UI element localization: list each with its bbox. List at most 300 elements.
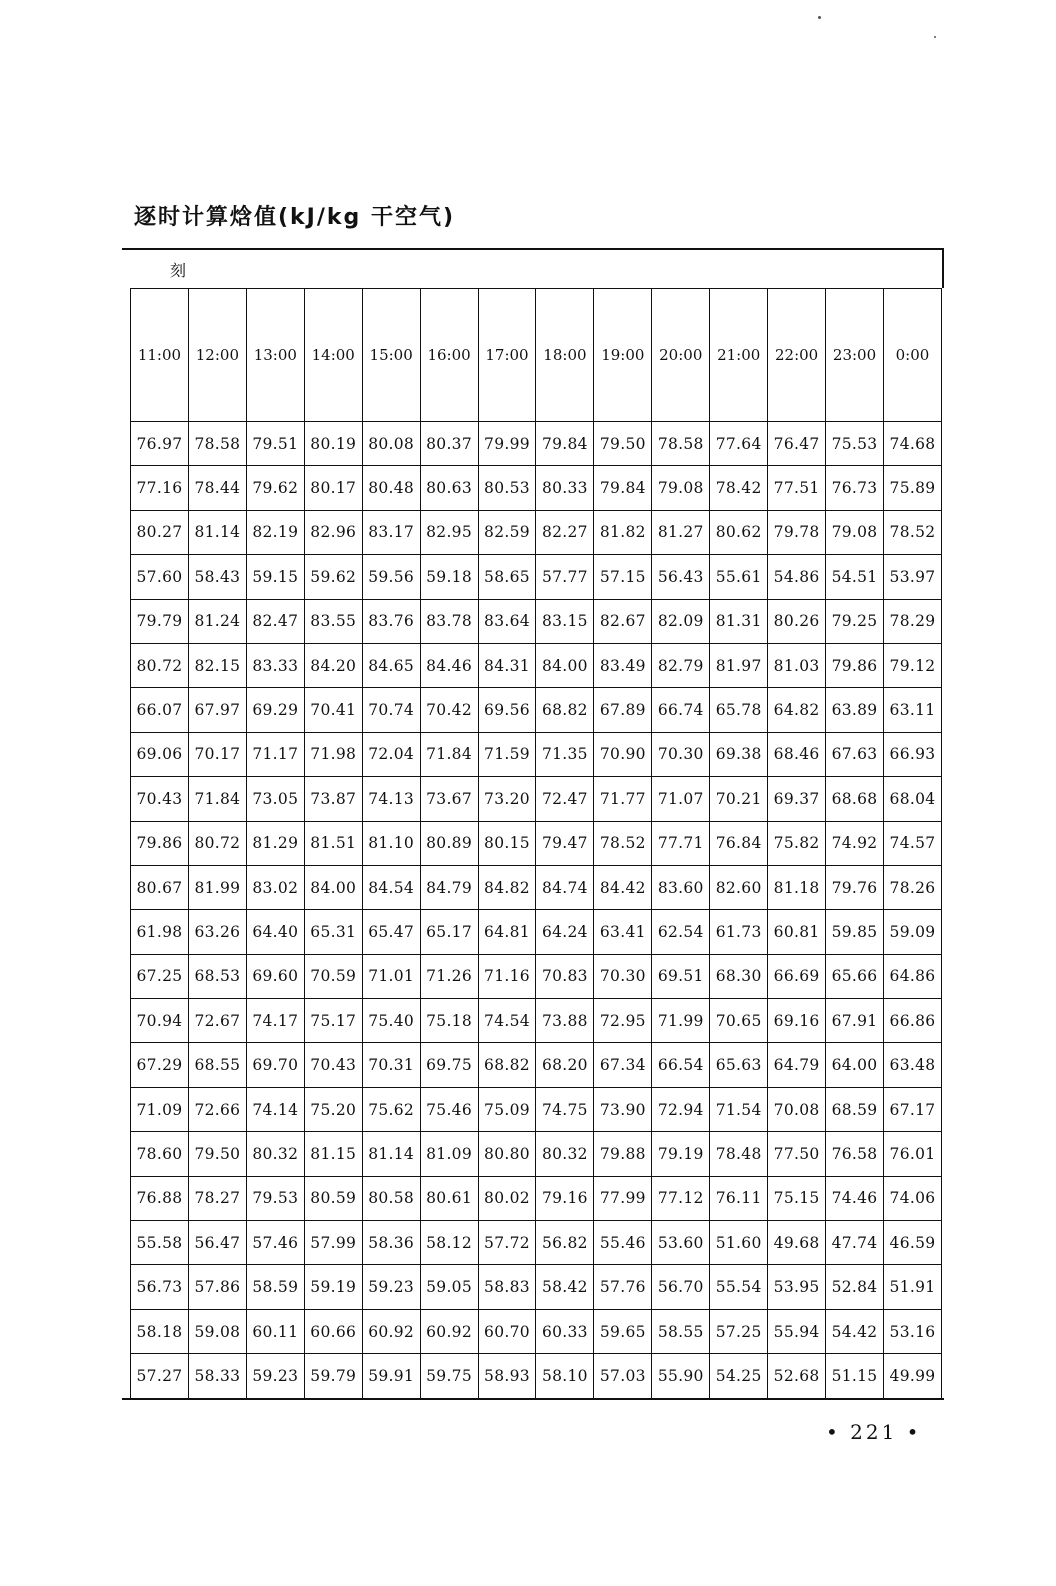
table-cell: 69.38 [710, 732, 768, 776]
table-cell: 67.63 [826, 732, 884, 776]
table-cell: 64.24 [536, 910, 594, 954]
table-cell: 60.33 [536, 1309, 594, 1353]
table-cell: 68.53 [188, 954, 246, 998]
table-cell: 59.85 [826, 910, 884, 954]
table-cell: 83.17 [362, 510, 420, 554]
table-cell: 82.27 [536, 510, 594, 554]
table-cell: 79.78 [768, 510, 826, 554]
table-cell: 72.66 [188, 1087, 246, 1131]
table-row [131, 643, 942, 687]
table-cell: 78.52 [594, 821, 652, 865]
table-row [131, 688, 942, 732]
table-cell: 76.01 [883, 1132, 941, 1176]
table-cell: 79.76 [826, 865, 884, 909]
table-cell: 54.51 [826, 555, 884, 599]
table-cell: 81.14 [362, 1132, 420, 1176]
table-cell: 56.82 [536, 1221, 594, 1265]
table-cell: 70.30 [652, 732, 710, 776]
table-cell: 59.08 [188, 1309, 246, 1353]
table-cell: 66.74 [652, 688, 710, 732]
table-cell: 71.09 [131, 1087, 189, 1131]
table-cell: 83.15 [536, 599, 594, 643]
table-cell: 63.26 [188, 910, 246, 954]
table-cell: 64.40 [246, 910, 304, 954]
table-cell: 68.82 [536, 688, 594, 732]
table-cell: 64.00 [826, 1043, 884, 1087]
scan-speck [818, 16, 821, 19]
table-cell: 59.09 [883, 910, 941, 954]
table-cell: 82.96 [304, 510, 362, 554]
table-cell: 58.93 [478, 1354, 536, 1398]
table-cell: 57.46 [246, 1221, 304, 1265]
scan-speck [934, 36, 936, 38]
table-row [131, 599, 942, 643]
header-label: 刻 [170, 261, 187, 280]
table-cell: 58.10 [536, 1354, 594, 1398]
column-header: 11:00 [131, 289, 189, 422]
table-cell: 84.42 [594, 865, 652, 909]
table-cell: 76.73 [826, 466, 884, 510]
table-cell: 70.43 [304, 1043, 362, 1087]
table-cell: 79.84 [536, 422, 594, 466]
column-header: 12:00 [188, 289, 246, 422]
table-cell: 69.56 [478, 688, 536, 732]
table-cell: 80.32 [536, 1132, 594, 1176]
table-row [131, 1043, 942, 1087]
table-cell: 68.20 [536, 1043, 594, 1087]
table-cell: 84.46 [420, 643, 478, 687]
table-cell: 83.49 [594, 643, 652, 687]
table-cell: 66.54 [652, 1043, 710, 1087]
table-cell: 79.62 [246, 466, 304, 510]
table-cell: 60.70 [478, 1309, 536, 1353]
table-cell: 62.54 [652, 910, 710, 954]
table-cell: 81.09 [420, 1132, 478, 1176]
table-cell: 70.59 [304, 954, 362, 998]
table-cell: 60.66 [304, 1309, 362, 1353]
table-cell: 58.42 [536, 1265, 594, 1309]
table-cell: 79.84 [594, 466, 652, 510]
table-cell: 60.81 [768, 910, 826, 954]
column-header: 23:00 [826, 289, 884, 422]
table-cell: 74.54 [478, 999, 536, 1043]
table-cell: 54.86 [768, 555, 826, 599]
table-cell: 55.46 [594, 1221, 652, 1265]
table-cell: 64.82 [768, 688, 826, 732]
table-cell: 52.84 [826, 1265, 884, 1309]
table-row [131, 777, 942, 821]
table-cell: 59.65 [594, 1309, 652, 1353]
table-cell: 49.68 [768, 1221, 826, 1265]
column-header: 20:00 [652, 289, 710, 422]
table-cell: 58.12 [420, 1221, 478, 1265]
table-cell: 81.18 [768, 865, 826, 909]
table-cell: 79.51 [246, 422, 304, 466]
table-cell: 82.60 [710, 865, 768, 909]
table-cell: 59.19 [304, 1265, 362, 1309]
table-cell: 60.92 [362, 1309, 420, 1353]
column-header: 0:00 [883, 289, 941, 422]
table-cell: 71.17 [246, 732, 304, 776]
table-cell: 69.29 [246, 688, 304, 732]
table-cell: 59.05 [420, 1265, 478, 1309]
table-cell: 54.25 [710, 1354, 768, 1398]
table-cell: 78.52 [883, 510, 941, 554]
table-cell: 58.43 [188, 555, 246, 599]
table-cell: 73.87 [304, 777, 362, 821]
table-cell: 63.48 [883, 1043, 941, 1087]
table-cell: 80.80 [478, 1132, 536, 1176]
table-cell: 57.99 [304, 1221, 362, 1265]
table-cell: 71.01 [362, 954, 420, 998]
table-cell: 79.12 [883, 643, 941, 687]
table-cell: 67.34 [594, 1043, 652, 1087]
table-cell: 57.72 [478, 1221, 536, 1265]
table-cell: 65.63 [710, 1043, 768, 1087]
table-cell: 56.43 [652, 555, 710, 599]
table-cell: 69.51 [652, 954, 710, 998]
table-cell: 76.58 [826, 1132, 884, 1176]
table-cell: 78.29 [883, 599, 941, 643]
table-cell: 73.20 [478, 777, 536, 821]
table-cell: 53.95 [768, 1265, 826, 1309]
table-cell: 70.90 [594, 732, 652, 776]
table-cell: 59.23 [246, 1354, 304, 1398]
column-header: 19:00 [594, 289, 652, 422]
table-cell: 57.86 [188, 1265, 246, 1309]
table-cell: 55.90 [652, 1354, 710, 1398]
table-cell: 80.26 [768, 599, 826, 643]
table-cell: 71.77 [594, 777, 652, 821]
table-cell: 58.55 [652, 1309, 710, 1353]
table-cell: 74.75 [536, 1087, 594, 1131]
table-cell: 56.73 [131, 1265, 189, 1309]
column-header: 17:00 [478, 289, 536, 422]
table-cell: 72.94 [652, 1087, 710, 1131]
time-header-row [131, 289, 942, 422]
table-cell: 67.29 [131, 1043, 189, 1087]
table-row [131, 1132, 942, 1176]
table-cell: 75.09 [478, 1087, 536, 1131]
table-cell: 61.98 [131, 910, 189, 954]
table-cell: 77.51 [768, 466, 826, 510]
column-header: 14:00 [304, 289, 362, 422]
table-cell: 77.12 [652, 1176, 710, 1220]
table-row [131, 1265, 942, 1309]
header-strip [122, 250, 944, 288]
table-cell: 55.61 [710, 555, 768, 599]
table-cell: 75.82 [768, 821, 826, 865]
table-cell: 71.84 [188, 777, 246, 821]
table-cell: 70.08 [768, 1087, 826, 1131]
table-cell: 80.27 [131, 510, 189, 554]
table-cell: 82.67 [594, 599, 652, 643]
table-cell: 74.17 [246, 999, 304, 1043]
table-cell: 66.69 [768, 954, 826, 998]
table-cell: 74.13 [362, 777, 420, 821]
table-cell: 75.18 [420, 999, 478, 1043]
table-cell: 60.11 [246, 1309, 304, 1353]
table-cell: 68.82 [478, 1043, 536, 1087]
table-cell: 53.16 [883, 1309, 941, 1353]
table-cell: 80.19 [304, 422, 362, 466]
table-cell: 46.59 [883, 1221, 941, 1265]
table-cell: 79.86 [131, 821, 189, 865]
table-cell: 63.89 [826, 688, 884, 732]
table-cell: 59.79 [304, 1354, 362, 1398]
table-cell: 81.82 [594, 510, 652, 554]
table-row [131, 1309, 942, 1353]
table-cell: 84.31 [478, 643, 536, 687]
table-cell: 51.91 [883, 1265, 941, 1309]
table-cell: 79.47 [536, 821, 594, 865]
table-cell: 70.83 [536, 954, 594, 998]
table-cell: 79.08 [652, 466, 710, 510]
table-cell: 80.17 [304, 466, 362, 510]
table-cell: 78.27 [188, 1176, 246, 1220]
table-cell: 51.60 [710, 1221, 768, 1265]
table-cell: 81.14 [188, 510, 246, 554]
table-cell: 84.00 [304, 865, 362, 909]
table-cell: 66.07 [131, 688, 189, 732]
table-cell: 70.42 [420, 688, 478, 732]
table-cell: 69.16 [768, 999, 826, 1043]
table-cell: 80.02 [478, 1176, 536, 1220]
table-cell: 81.51 [304, 821, 362, 865]
table-cell: 70.17 [188, 732, 246, 776]
table-cell: 73.88 [536, 999, 594, 1043]
table-cell: 71.16 [478, 954, 536, 998]
table-cell: 58.18 [131, 1309, 189, 1353]
table-row [131, 954, 942, 998]
table-cell: 79.99 [478, 422, 536, 466]
table-cell: 55.94 [768, 1309, 826, 1353]
table-cell: 56.47 [188, 1221, 246, 1265]
table-cell: 79.16 [536, 1176, 594, 1220]
table-cell: 78.58 [652, 422, 710, 466]
table-cell: 65.47 [362, 910, 420, 954]
column-header: 22:00 [768, 289, 826, 422]
table-cell: 64.86 [883, 954, 941, 998]
table-cell: 80.72 [188, 821, 246, 865]
table-body [131, 422, 942, 1399]
enthalpy-table [130, 288, 942, 1399]
table-cell: 84.65 [362, 643, 420, 687]
table-cell: 80.08 [362, 422, 420, 466]
table-cell: 75.89 [883, 466, 941, 510]
table-cell: 74.57 [883, 821, 941, 865]
table-cell: 57.03 [594, 1354, 652, 1398]
table-cell: 67.91 [826, 999, 884, 1043]
table-cell: 83.55 [304, 599, 362, 643]
bottom-rule [122, 1398, 944, 1400]
table-cell: 51.15 [826, 1354, 884, 1398]
table-title: 逐时计算焓值(kJ/kg 干空气) [134, 205, 455, 230]
table-cell: 59.15 [246, 555, 304, 599]
table-row [131, 1087, 942, 1131]
table-cell: 59.75 [420, 1354, 478, 1398]
table-cell: 83.76 [362, 599, 420, 643]
table-cell: 67.97 [188, 688, 246, 732]
table-cell: 57.76 [594, 1265, 652, 1309]
table-cell: 81.31 [710, 599, 768, 643]
table-cell: 63.41 [594, 910, 652, 954]
table-cell: 65.17 [420, 910, 478, 954]
table-cell: 75.46 [420, 1087, 478, 1131]
table-row [131, 821, 942, 865]
table-cell: 68.46 [768, 732, 826, 776]
table-cell: 84.82 [478, 865, 536, 909]
table-cell: 65.31 [304, 910, 362, 954]
table-cell: 77.64 [710, 422, 768, 466]
table-cell: 73.67 [420, 777, 478, 821]
table-cell: 83.60 [652, 865, 710, 909]
table-row [131, 865, 942, 909]
table-cell: 57.77 [536, 555, 594, 599]
table-cell: 53.60 [652, 1221, 710, 1265]
table-cell: 74.46 [826, 1176, 884, 1220]
table-cell: 58.65 [478, 555, 536, 599]
table-cell: 81.29 [246, 821, 304, 865]
table-cell: 84.20 [304, 643, 362, 687]
table-cell: 78.48 [710, 1132, 768, 1176]
table-cell: 80.15 [478, 821, 536, 865]
table-cell: 72.95 [594, 999, 652, 1043]
table-cell: 66.93 [883, 732, 941, 776]
table-cell: 58.83 [478, 1265, 536, 1309]
table-cell: 79.50 [594, 422, 652, 466]
table-cell: 65.66 [826, 954, 884, 998]
table-cell: 79.50 [188, 1132, 246, 1176]
table-cell: 71.54 [710, 1087, 768, 1131]
table-cell: 80.58 [362, 1176, 420, 1220]
table-cell: 80.53 [478, 466, 536, 510]
table-cell: 71.35 [536, 732, 594, 776]
column-header: 16:00 [420, 289, 478, 422]
table-cell: 79.19 [652, 1132, 710, 1176]
table-cell: 81.27 [652, 510, 710, 554]
table-cell: 74.68 [883, 422, 941, 466]
table-cell: 59.23 [362, 1265, 420, 1309]
table-cell: 77.99 [594, 1176, 652, 1220]
table-cell: 70.65 [710, 999, 768, 1043]
table-cell: 68.55 [188, 1043, 246, 1087]
table-cell: 58.33 [188, 1354, 246, 1398]
table-cell: 79.25 [826, 599, 884, 643]
table-cell: 52.68 [768, 1354, 826, 1398]
table-cell: 82.09 [652, 599, 710, 643]
table-cell: 82.79 [652, 643, 710, 687]
table-cell: 74.14 [246, 1087, 304, 1131]
table-cell: 75.17 [304, 999, 362, 1043]
table-cell: 71.26 [420, 954, 478, 998]
table-cell: 80.37 [420, 422, 478, 466]
table-cell: 80.67 [131, 865, 189, 909]
column-header: 21:00 [710, 289, 768, 422]
table-cell: 78.42 [710, 466, 768, 510]
table-cell: 69.37 [768, 777, 826, 821]
table-cell: 77.71 [652, 821, 710, 865]
table-cell: 75.62 [362, 1087, 420, 1131]
column-header: 18:00 [536, 289, 594, 422]
table-cell: 63.11 [883, 688, 941, 732]
table-cell: 82.47 [246, 599, 304, 643]
table-cell: 81.10 [362, 821, 420, 865]
table-cell: 68.04 [883, 777, 941, 821]
table-cell: 57.60 [131, 555, 189, 599]
table-cell: 71.98 [304, 732, 362, 776]
table-cell: 84.79 [420, 865, 478, 909]
table-cell: 79.08 [826, 510, 884, 554]
table-cell: 64.79 [768, 1043, 826, 1087]
table-cell: 79.79 [131, 599, 189, 643]
table-cell: 82.95 [420, 510, 478, 554]
table-row [131, 510, 942, 554]
table-cell: 55.58 [131, 1221, 189, 1265]
table-cell: 67.89 [594, 688, 652, 732]
table-cell: 47.74 [826, 1221, 884, 1265]
table-cell: 73.05 [246, 777, 304, 821]
table-cell: 59.91 [362, 1354, 420, 1398]
table-cell: 59.62 [304, 555, 362, 599]
table-cell: 74.92 [826, 821, 884, 865]
table-cell: 66.86 [883, 999, 941, 1043]
table-row [131, 732, 942, 776]
table-cell: 78.26 [883, 865, 941, 909]
table-cell: 75.40 [362, 999, 420, 1043]
table-cell: 67.17 [883, 1087, 941, 1131]
table-row [131, 1221, 942, 1265]
table-cell: 68.30 [710, 954, 768, 998]
table-cell: 70.43 [131, 777, 189, 821]
table-cell: 58.36 [362, 1221, 420, 1265]
table-cell: 78.58 [188, 422, 246, 466]
table-cell: 67.25 [131, 954, 189, 998]
table-cell: 72.04 [362, 732, 420, 776]
table-cell: 70.74 [362, 688, 420, 732]
table-cell: 84.00 [536, 643, 594, 687]
table-cell: 54.42 [826, 1309, 884, 1353]
table-cell: 76.11 [710, 1176, 768, 1220]
table-cell: 75.15 [768, 1176, 826, 1220]
table-cell: 53.97 [883, 555, 941, 599]
table-cell: 80.33 [536, 466, 594, 510]
table-cell: 70.21 [710, 777, 768, 821]
table-cell: 80.48 [362, 466, 420, 510]
table-cell: 76.97 [131, 422, 189, 466]
table-cell: 71.99 [652, 999, 710, 1043]
table-cell: 78.44 [188, 466, 246, 510]
table-cell: 57.27 [131, 1354, 189, 1398]
table-cell: 65.78 [710, 688, 768, 732]
table-row [131, 1176, 942, 1220]
table-cell: 58.59 [246, 1265, 304, 1309]
table-row [131, 1354, 942, 1398]
table-cell: 80.63 [420, 466, 478, 510]
table-cell: 83.64 [478, 599, 536, 643]
table-cell: 77.16 [131, 466, 189, 510]
table-cell: 80.59 [304, 1176, 362, 1220]
page-number: • 221 • [826, 1420, 922, 1444]
table-cell: 70.41 [304, 688, 362, 732]
table-row [131, 422, 942, 466]
table-cell: 81.03 [768, 643, 826, 687]
table-cell: 71.84 [420, 732, 478, 776]
table-cell: 72.47 [536, 777, 594, 821]
table-cell: 82.19 [246, 510, 304, 554]
table-cell: 64.81 [478, 910, 536, 954]
table-cell: 82.59 [478, 510, 536, 554]
